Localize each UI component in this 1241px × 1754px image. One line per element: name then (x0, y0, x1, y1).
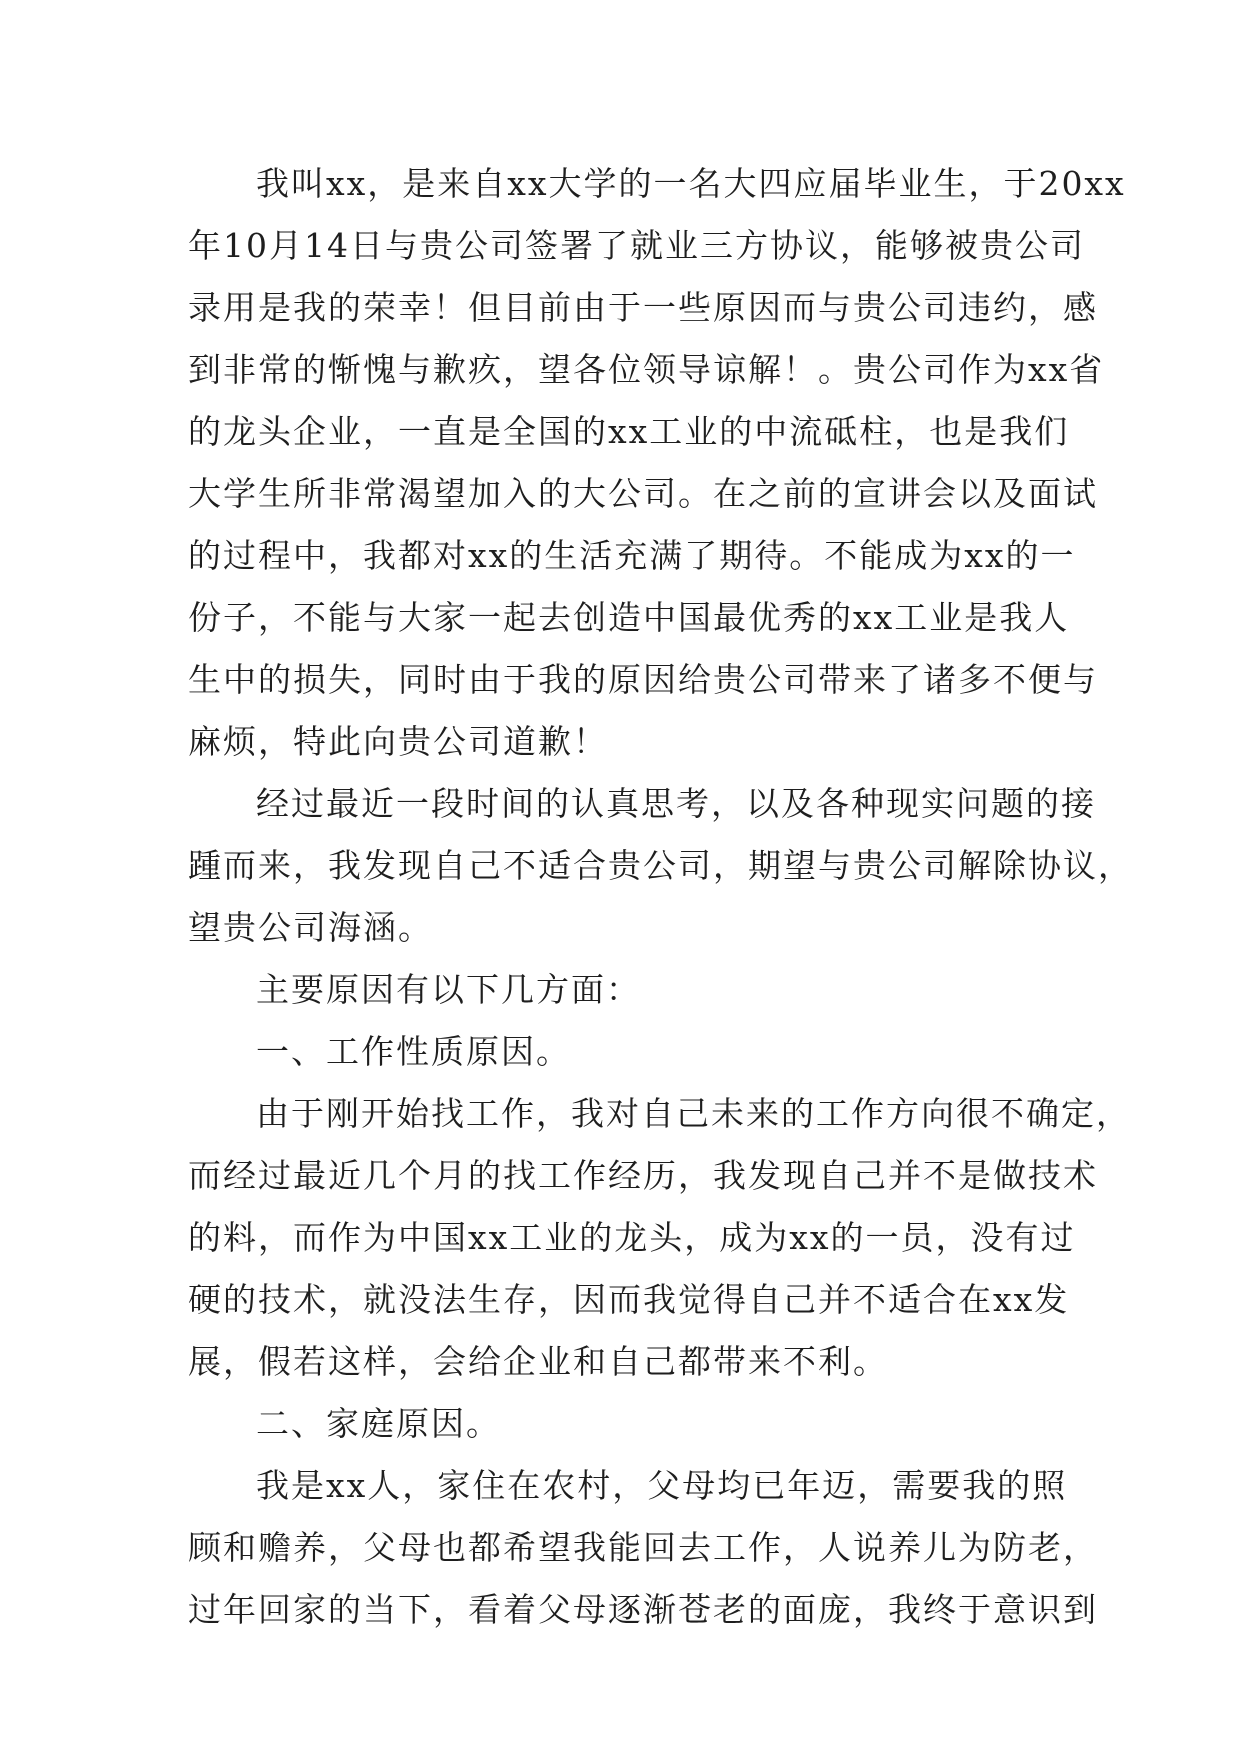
text-line: 而经过最近几个月的找工作经历，我发现自己并不是做技术 (188, 1156, 1098, 1195)
text-line: 硬的技术，就没法生存，因而我觉得自己并不适合在xx发 (188, 1280, 1070, 1319)
text-line: 麻烦，特此向贵公司道歉！ (188, 722, 608, 761)
text-line: 顾和赡养，父母也都希望我能回去工作，人说养儿为防老， (188, 1528, 1098, 1567)
text-line: 录用是我的荣幸！但目前由于一些原因而与贵公司违约，感 (188, 288, 1098, 327)
text-line: 一、工作性质原因。 (256, 1032, 571, 1071)
text-line: 由于刚开始找工作，我对自己未来的工作方向很不确定， (256, 1094, 1131, 1133)
text-line: 到非常的惭愧与歉疚，望各位领导谅解！。贵公司作为xx省 (188, 350, 1105, 389)
text-line: 年10月14日与贵公司签署了就业三方协议，能够被贵公司 (188, 226, 1085, 265)
text-line: 望贵公司海涵。 (188, 908, 433, 947)
text-line: 我叫xx，是来自xx大学的一名大四应届毕业生，于20xx (256, 164, 1126, 203)
text-line: 生中的损失，同时由于我的原因给贵公司带来了诸多不便与 (188, 660, 1098, 699)
text-line: 主要原因有以下几方面： (256, 970, 641, 1009)
document-body (188, 153, 1133, 1641)
text-line: 的龙头企业，一直是全国的xx工业的中流砥柱，也是我们 (188, 412, 1070, 451)
text-line: 大学生所非常渴望加入的大公司。在之前的宣讲会以及面试 (188, 474, 1098, 513)
text-line: 二、家庭原因。 (256, 1404, 501, 1443)
text-line: 份子，不能与大家一起去创造中国最优秀的xx工业是我人 (188, 598, 1070, 637)
text-line: 的料，而作为中国xx工业的龙头，成为xx的一员，没有过 (188, 1218, 1076, 1257)
text-line: 过年回家的当下，看着父母逐渐苍老的面庞，我终于意识到 (188, 1590, 1098, 1629)
text-line: 踵而来，我发现自己不适合贵公司，期望与贵公司解除协议， (188, 846, 1133, 885)
text-line: 展，假若这样，会给企业和自己都带来不利。 (188, 1342, 888, 1381)
text-line: 的过程中，我都对xx的生活充满了期待。不能成为xx的一 (188, 536, 1076, 575)
text-line: 经过最近一段时间的认真思考，以及各种现实问题的接 (256, 784, 1096, 823)
text-line: 我是xx人，家住在农村，父母均已年迈，需要我的照 (256, 1466, 1068, 1505)
